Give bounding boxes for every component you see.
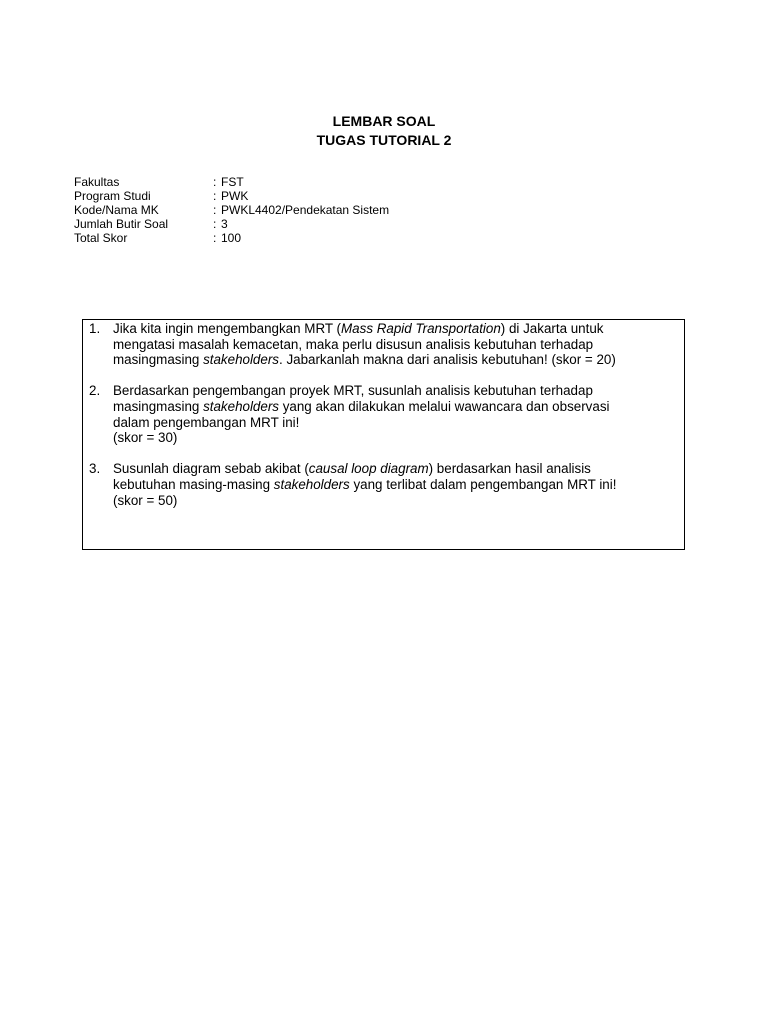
question-number: 3.	[89, 461, 101, 477]
meta-label: Jumlah Butir Soal	[74, 217, 169, 231]
meta-label: Program Studi	[74, 189, 151, 203]
text-segment: masingmasing	[113, 398, 204, 414]
question-line	[113, 399, 679, 415]
meta-row-fakultas	[74, 175, 389, 189]
text-segment: yang akan dilakukan melalui wawancara dan observasi	[279, 398, 610, 414]
italic-term: Mass Rapid Transportation	[341, 321, 501, 336]
question-text	[113, 383, 679, 445]
italic-term: stakeholders	[203, 352, 279, 368]
question-item	[89, 383, 679, 445]
question-line	[113, 493, 679, 509]
meta-value: 3	[221, 217, 228, 231]
text-segment: kebutuhan masing-masing	[113, 476, 274, 492]
text-segment: Berdasarkan pengembangan proyek MRT, susunlah analisis kebutuhan terhadap	[113, 383, 593, 399]
meta-separator: :	[213, 231, 217, 245]
text-segment: masingmasing	[113, 352, 204, 368]
text-segment: . Jabarkanlah makna dari analisis kebutuhan! (skor = 20)	[279, 352, 616, 368]
text-segment: ) di Jakarta untuk	[500, 321, 604, 336]
document-subtitle: TUGAS TUTORIAL 2	[316, 132, 452, 148]
question-line	[113, 461, 679, 477]
meta-separator: :	[213, 175, 217, 189]
meta-separator: :	[213, 189, 217, 203]
italic-term: stakeholders	[203, 398, 279, 414]
question-number: 2.	[89, 383, 101, 399]
meta-value: 100	[221, 231, 242, 245]
text-segment: ) berdasarkan hasil analisis	[428, 461, 591, 477]
question-line	[113, 383, 679, 399]
course-info-table	[74, 175, 389, 245]
meta-value: FST	[221, 175, 244, 189]
meta-label: Total Skor	[74, 231, 128, 245]
italic-term: stakeholders	[273, 476, 350, 492]
text-segment: (skor = 50)	[113, 492, 178, 508]
meta-label: Fakultas	[74, 175, 120, 189]
text-segment: mengatasi masalah kemacetan, maka perlu disusun analisis kebutuhan terhadap	[113, 336, 594, 352]
question-item	[89, 461, 679, 508]
meta-row-jumlah-soal	[74, 217, 389, 231]
question-text	[113, 461, 679, 508]
question-number: 1.	[89, 321, 101, 336]
meta-value: PWK	[221, 189, 249, 203]
text-segment: Jika kita ingin mengembangkan MRT (	[113, 321, 342, 336]
text-segment: (skor = 30)	[113, 430, 178, 446]
meta-separator: :	[213, 203, 217, 217]
question-line	[113, 321, 679, 337]
question-text	[113, 321, 679, 368]
question-line	[113, 415, 679, 431]
question-line	[113, 352, 679, 368]
question-line	[113, 337, 679, 353]
meta-row-kode-mk	[74, 203, 389, 217]
question-list	[89, 321, 679, 524]
text-segment: dalam pengembangan MRT ini!	[113, 414, 300, 430]
document-title: LEMBAR SOAL	[332, 113, 436, 129]
question-line	[113, 477, 679, 493]
text-segment: yang terlibat dalam pengembangan MRT ini!	[349, 476, 617, 492]
meta-value: PWKL4402/Pendekatan Sistem	[221, 203, 390, 217]
meta-row-total-skor	[74, 231, 389, 245]
meta-row-program-studi	[74, 189, 389, 203]
text-segment: Susunlah diagram sebab akibat (	[113, 461, 309, 477]
question-box	[82, 319, 685, 550]
italic-term: causal loop diagram	[308, 461, 429, 477]
question-item	[89, 321, 679, 368]
question-line	[113, 430, 679, 446]
meta-label: Kode/Nama MK	[74, 203, 159, 217]
meta-separator: :	[213, 217, 217, 231]
